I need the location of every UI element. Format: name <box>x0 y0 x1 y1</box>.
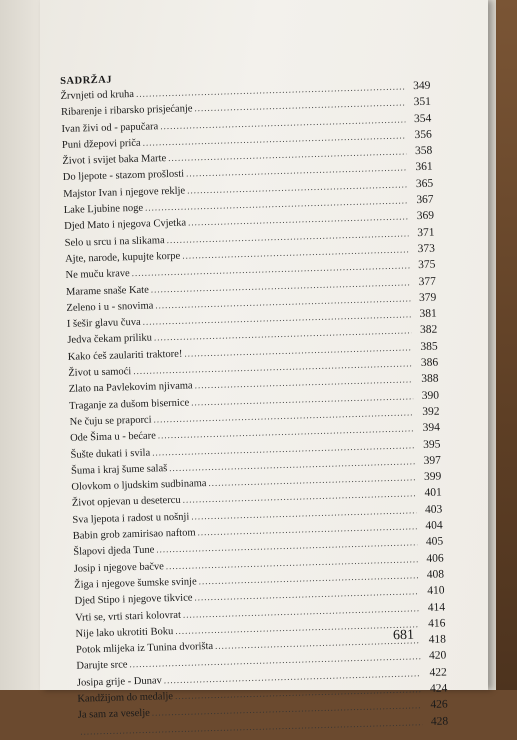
toc-entry-title: Nije lako ukrotiti Boku <box>75 624 175 643</box>
toc-entry-page: 365 <box>407 175 433 192</box>
toc-entry-title: Ribarenje i ribarsko prisjećanje <box>61 102 195 122</box>
toc-entry-page: 426 <box>421 697 447 714</box>
toc-entry-page: 361 <box>406 159 432 176</box>
toc-entry-page: 382 <box>411 322 437 339</box>
toc-entry-title: Potok mlijeka iz Tunina dvorišta <box>76 639 215 659</box>
toc-entry-page: 371 <box>408 224 434 241</box>
toc-entry-page: 405 <box>417 534 443 551</box>
toc-entry-page: 349 <box>404 78 430 95</box>
toc-entry-page: 422 <box>421 664 447 681</box>
toc-entry-title: Djed Mato i njegova Cvjetka <box>64 216 188 236</box>
toc-entry-title: Kandžijom do medalje <box>77 689 175 708</box>
toc-entry-title: Žrvnjeti od kruha <box>60 87 136 105</box>
toc-entry-page: 375 <box>409 257 435 274</box>
toc-entry-title: Lake Ljubine noge <box>64 201 146 220</box>
toc-entry-page: 385 <box>411 338 437 355</box>
toc-entry-title: Ja sam za veselje <box>78 706 152 724</box>
toc-entry-page: 418 <box>420 632 446 649</box>
toc-entry-title: Šuma i kraj šume salaš <box>71 461 170 480</box>
toc-list <box>60 78 448 740</box>
toc-entry-page: 428 <box>422 713 448 730</box>
table-of-contents <box>60 66 448 740</box>
toc-entry-title: Život i svijet baka Marte <box>62 151 168 170</box>
toc-entry-title: Život opjevan u desetercu <box>72 493 183 512</box>
toc-entry-title: Josip i njegove bačve <box>74 559 167 578</box>
toc-entry-title: Ivan živi od - papučara <box>61 119 160 138</box>
toc-entry-title: Zeleno i u - snovima <box>66 298 155 317</box>
toc-entry-title: Josipa grije - Dunav <box>77 673 164 692</box>
toc-entry-page: 397 <box>415 452 441 469</box>
toc-entry-page: 351 <box>405 94 431 111</box>
toc-entry-page: 392 <box>413 403 439 420</box>
toc-entry-page: 424 <box>421 680 447 697</box>
toc-entry-title: Šlapovi djeda Tune <box>73 543 157 562</box>
toc-entry-title: Ode Šima u - bećare <box>70 429 158 448</box>
toc-entry-title: Djed Stipo i njegove tikvice <box>74 591 194 611</box>
toc-entry-title: Ajte, narode, kupujte korpe <box>65 249 183 269</box>
toc-entry-title: Traganje za dušom bisernice <box>69 395 191 415</box>
toc-entry-page: 420 <box>420 648 446 665</box>
previous-page-edge <box>0 0 40 690</box>
toc-entry-title: Žiga i njegove šumske svinje <box>74 574 199 594</box>
toc-entry-page: 358 <box>406 143 432 160</box>
toc-entry-page: 401 <box>416 485 442 502</box>
toc-entry-page: 404 <box>416 518 442 535</box>
toc-entry-page: 379 <box>410 289 436 306</box>
toc-entry-title: Vrti se, vrti stari kolovrat <box>75 607 183 626</box>
toc-entry-title: Šušte dukati i svila <box>70 445 152 464</box>
toc-entry-page: 394 <box>414 420 440 437</box>
toc-entry-page: 399 <box>415 469 441 486</box>
toc-entry-title: Ne muču krave <box>65 266 132 284</box>
toc-entry-page: 410 <box>418 583 444 600</box>
toc-entry-page: 406 <box>417 550 443 567</box>
toc-entry-page: 386 <box>412 355 438 372</box>
page-number: 681 <box>393 628 414 645</box>
toc-entry-title: Kako ćeš zaulariti traktore! <box>68 346 185 366</box>
toc-entry-page: 373 <box>409 241 435 258</box>
toc-heading: SADRŽAJ <box>60 66 430 87</box>
toc-entry-page: 367 <box>407 192 433 209</box>
toc-entry-page: 369 <box>408 208 434 225</box>
toc-entry-page: 395 <box>414 436 440 453</box>
toc-entry-page: 354 <box>405 110 431 127</box>
toc-entry-title: Ne čuju se praporci <box>69 412 153 431</box>
toc-entry-title: Marame snaše Kate <box>66 282 151 301</box>
toc-entry-title: Babin grob zamirisao naftom <box>73 525 198 545</box>
toc-entry-title: Život u samoći <box>68 364 133 382</box>
toc-entry-title: Zlato na Pavlekovim njivama <box>69 379 195 399</box>
toc-entry-page: 381 <box>411 306 437 323</box>
toc-entry-page: 377 <box>410 273 436 290</box>
toc-entry-page: 414 <box>419 599 445 616</box>
toc-entry-title: Puni džepovi priča <box>62 136 143 155</box>
toc-entry-title: Olovkom o ljudskim sudbinama <box>71 476 208 496</box>
toc-entry-title: Darujte srce <box>76 658 129 676</box>
toc-entry-page: 416 <box>419 615 445 632</box>
toc-entry-title: Jedva čekam priliku <box>67 331 154 350</box>
toc-entry-title: Sva ljepota i radost u nošnji <box>72 509 191 529</box>
toc-entry-page: 408 <box>418 566 444 583</box>
toc-entry-page: 388 <box>412 371 438 388</box>
toc-entry-page: 403 <box>416 501 442 518</box>
toc-entry-page: 356 <box>406 127 432 144</box>
toc-entry-title: Majstor Ivan i njegove reklje <box>63 183 187 203</box>
toc-entry-page: 390 <box>413 387 439 404</box>
toc-entry-title: Selo u srcu i na slikama <box>64 233 166 252</box>
toc-entry-title: Do ljepote - stazom prošlosti <box>63 167 187 187</box>
toc-entry-title: I šešir glavu čuva <box>67 315 143 333</box>
